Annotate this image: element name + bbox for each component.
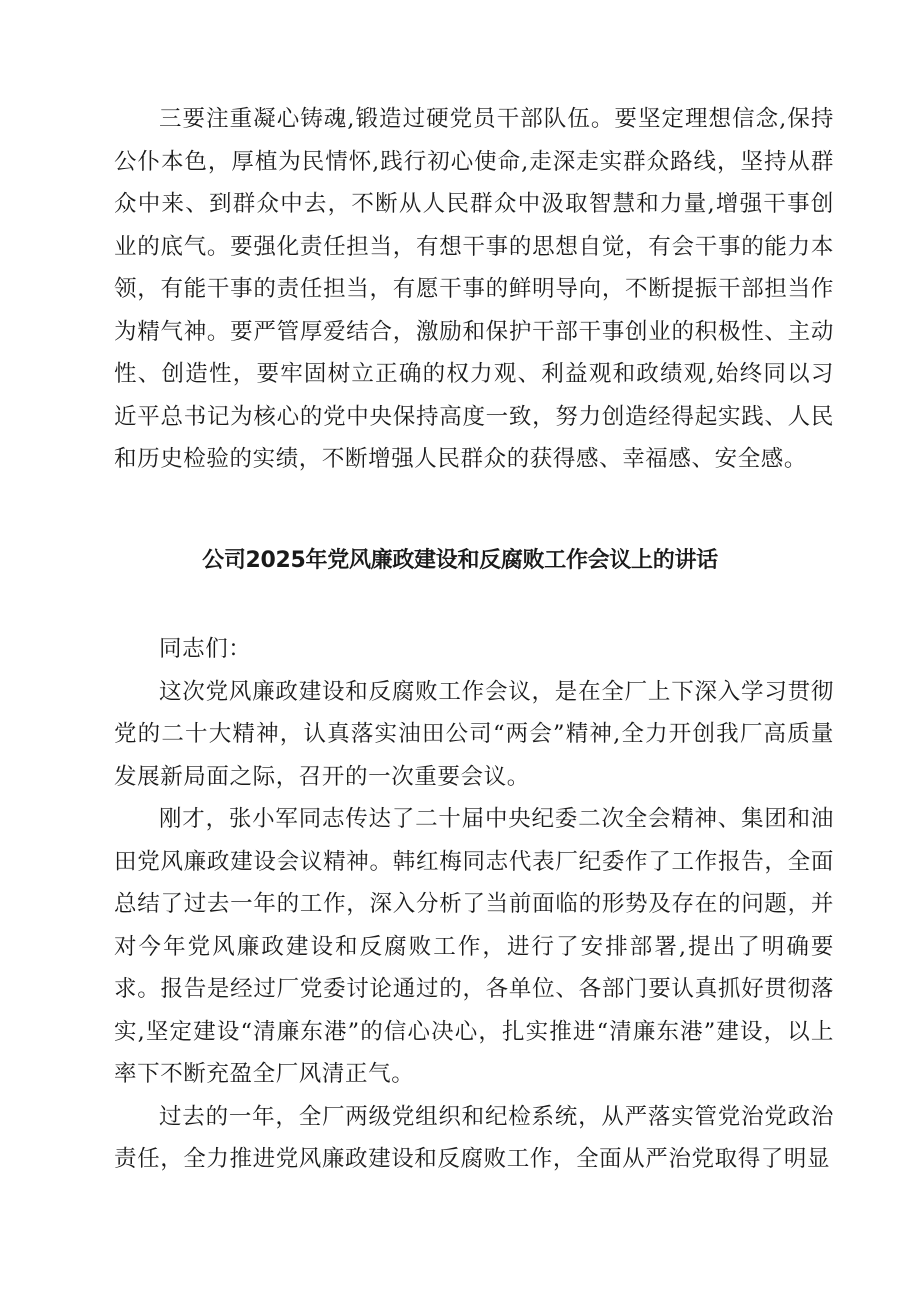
- body-paragraph: 这次党风廉政建设和反腐败工作会议，是在全厂上下深入学习贯彻党的二十大精神，认真落实油田公司“两会”精神,全力开创我厂高质量发展新局面之际，召开的一次重要会议。: [114, 678, 834, 790]
- body-paragraph: 过去的一年，全厂两级党组织和纪检系统，从严落实管党治党政治责任，全力推进党风廉政建设和反腐败工作，全面从严治党取得了明显: [114, 1103, 834, 1172]
- salutation: 同志们：: [159, 636, 252, 662]
- speech-body: [114, 628, 834, 1181]
- body-paragraph: 刚才，张小军同志传达了二十届中央纪委二次全会精神、集团和油田党风廉政建设会议精神。韩红梅同志代表厂纪委作了工作报告，全面总结了过去一年的工作，深入分析了当前面临的形势及存在的问题，并对今年党风廉政建设和反腐败工作，进行了安排部署,提出了明确要求。报告是经过厂党委讨论通过的，各单位、各部门要认真抓好贯彻落实,坚定建设“清廉东港”的信心决心，扎实推进“清廉东港”建设，以上率下不断充盈全厂风清正气。: [114, 806, 834, 1087]
- speech-title: 公司2025年党风廉政建设和反腐败工作会议上的讲话: [202, 548, 718, 573]
- body-paragraph: 三要注重凝心铸魂,锻造过硬党员干部队伍。要坚定理想信念,保持公仆本色，厚植为民情怀,践行初心使命,走深走实群众路线，坚持从群众中来、到群众中去，不断从人民群众中汲取智慧和力量,增强干事创业的底气。要强化责任担当，有想干事的思想自觉，有会干事的能力本领，有能干事的责任担当，有愿干事的鲜明导向，不断提振干部担当作为精气神。要严管厚爱结合，激励和保护干部干事创业的积极性、主动性、创造性，要牢固树立正确的权力观、利益观和政绩观,始终同以习近平总书记为核心的党中央保持高度一致，努力创造经得起实践、人民和历史检验的实绩，不断增强人民群众的获得感、幸福感、安全感。: [114, 106, 834, 472]
- top-section: [114, 98, 834, 481]
